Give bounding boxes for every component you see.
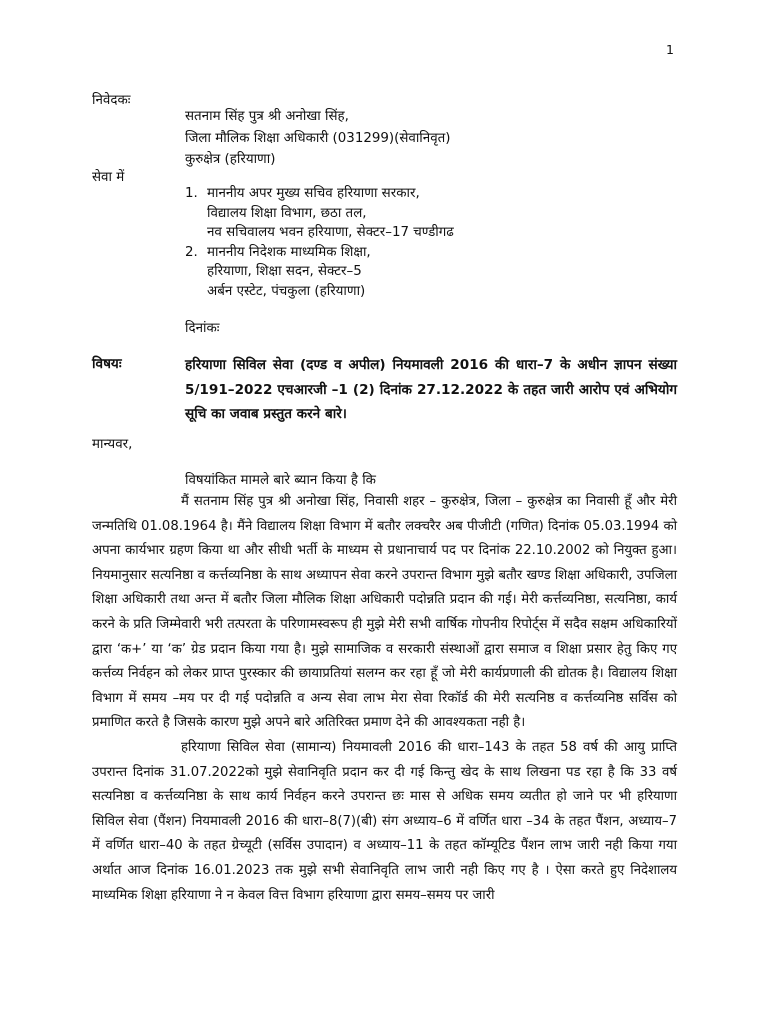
intro-line: विषयांकित मामले बारे ब्यान किया है कि: [185, 473, 376, 488]
subject-text: हरियाणा सिविल सेवा (दण्ड व अपील) नियमावली 2016 की धारा–7 के अधीन ज्ञापन संख्या 5/191–2022 एचआरजी –1 (2) दिनांक 27.12.2022 के तहत जारी आरोप एवं अभियोग सूचि का जवाब प्रस्तुत करने बारे।: [185, 357, 677, 422]
recipient-line: अर्बन एस्टेट, पंचकुला (हरियाणा): [207, 283, 366, 299]
recipient-number: 1.: [185, 186, 198, 201]
recipient-line: माननीय निदेशक माध्यमिक शिक्षा,: [207, 244, 371, 260]
recipient-line: नव सचिवालय भवन हरियाणा, सेक्टर–17 चण्डीगढ: [207, 225, 454, 241]
sender-line: सतनाम सिंह पुत्र श्री अनोखा सिंह,: [185, 109, 349, 124]
recipient-list: [185, 184, 454, 302]
body-paragraph: मैं सतनाम सिंह पुत्र श्री अनोखा सिंह, निवासी शहर – कुरुक्षेत्र, जिला – कुरुक्षेत्र का निवासी हूँ और मेरी जन्मतिथि 01.08.1964 है। मैंने विद्यालय शिक्षा विभाग में बतौर लक्चरैर अब पीजीटी (गणित) दिनांक 05.03.1994 को अपना कार्यभार ग्रहण किया था और सीधी भर्ती के माध्यम से प्रधानाचार्य पद पर दिनांक 22.10.2002 को नियुक्त हुआ। नियमानुसार सत्यनिष्ठा व कर्त्तव्यनिष्ठा के साथ अध्यापन सेवा करने उपरान्त विभाग मुझे बतौर खण्ड शिक्षा अधिकारी, उपजिला शिक्षा अधिकारी तथा अन्त में बतौर जिला मौलिक शिक्षा अधिकारी पदोन्नति प्रदान की गई। मेरी कर्त्तव्यनिष्ठा, सत्यनिष्ठा, कार्य करने के प्रति जिम्मेवारी भरी तत्परता के परिणामस्वरूप ही मुझे मेरी सभी वार्षिक गोपनीय रिपोर्ट्स में सदैव सक्षम अधिकारियों द्वारा ‘क+’ या ‘क’ ग्रेड प्रदान किया गया है। मुझे सामाजिक व सरकारी संस्थाओं द्वारा समाज व शिक्षा प्रसार हेतु किए गए कर्त्तव्य निर्वहन को लेकर प्राप्त पुरस्कार की छायाप्रतियां सलग्न कर रहा हूँ जो मेरी कार्यप्रणाली की द्योतक है। विद्यालय शिक्षा विभाग में समय –मय पर दी गई पदोन्नति व अन्य सेवा लाभ मेरा सेवा रिकॉर्ड की मेरी सत्यनिष्ठ व कर्त्तव्यनिष्ठ सर्विस को प्रमाणित करते है जिसके कारण मुझे अपने बारे अतिरिक्त प्रमाण देने की आवश्यकता नही है।: [92, 494, 677, 731]
page-number: 1: [666, 42, 674, 57]
sender-address: [185, 106, 451, 171]
recipient-line: हरियाणा, शिक्षा सदन, सेक्टर–5: [207, 264, 362, 280]
date-label: दिनांकः: [185, 321, 220, 336]
salutation: मान्यवर,: [92, 437, 133, 452]
sender-line: जिला मौलिक शिक्षा अधिकारी (031299)(सेवानिवृत): [185, 130, 451, 146]
recipient-line: माननीय अपर मुख्य सचिव हरियाणा सरकार,: [207, 186, 420, 201]
body-paragraph: हरियाणा सिविल सेवा (सामान्य) नियमावली 2016 की धारा–143 के तहत 58 वर्ष की आयु प्राप्ति उपरान्त दिनांक 31.07.2022को मुझे सेवानिवृति प्रदान कर दी गई किन्तु खेद के साथ लिखना पड रहा है कि 33 वर्ष सत्यनिष्ठा व कर्त्तव्यनिष्ठा के साथ कार्य निर्वहन करने उपरान्त छः मास से अधिक समय व्यतीत हो जाने पर भी हरियाणा सिविल सेवा (पैंशन) नियमावली 2016 की धारा–8(7)(बी) संग अध्याय–6 में वर्णित धारा –34 के तहत पैंशन, अध्याय–7 में वर्णित धारा–40 के तहत ग्रेच्यूटी (सर्विस उपादान) व अध्याय–11 के तहत कॉम्यूटिड पैंशन लाभ जारी नही किया गया अर्थात आज दिनांक 16.01.2023 तक मुझे सभी सेवानिवृति लाभ जारी नही किए गए है । ऐसा करते हुए निदेशालय माध्यमिक शिक्षा हरियाणा ने न केवल वित्त विभाग हरियाणा द्वारा समय–समय पर जारी: [92, 739, 677, 903]
recipient-line: विद्यालय शिक्षा विभाग, छठा तल,: [207, 205, 367, 221]
body-text: [92, 490, 677, 908]
recipient-item: [185, 184, 454, 243]
recipient-number: 2.: [185, 244, 198, 260]
sender-label: निवेदकः: [92, 93, 131, 108]
recipient-item: [185, 243, 454, 302]
subject-label: विषयः: [92, 356, 122, 372]
sender-line: कुरुक्षेत्र (हरियाणा): [185, 152, 276, 167]
recipients-label: सेवा में: [92, 170, 125, 185]
